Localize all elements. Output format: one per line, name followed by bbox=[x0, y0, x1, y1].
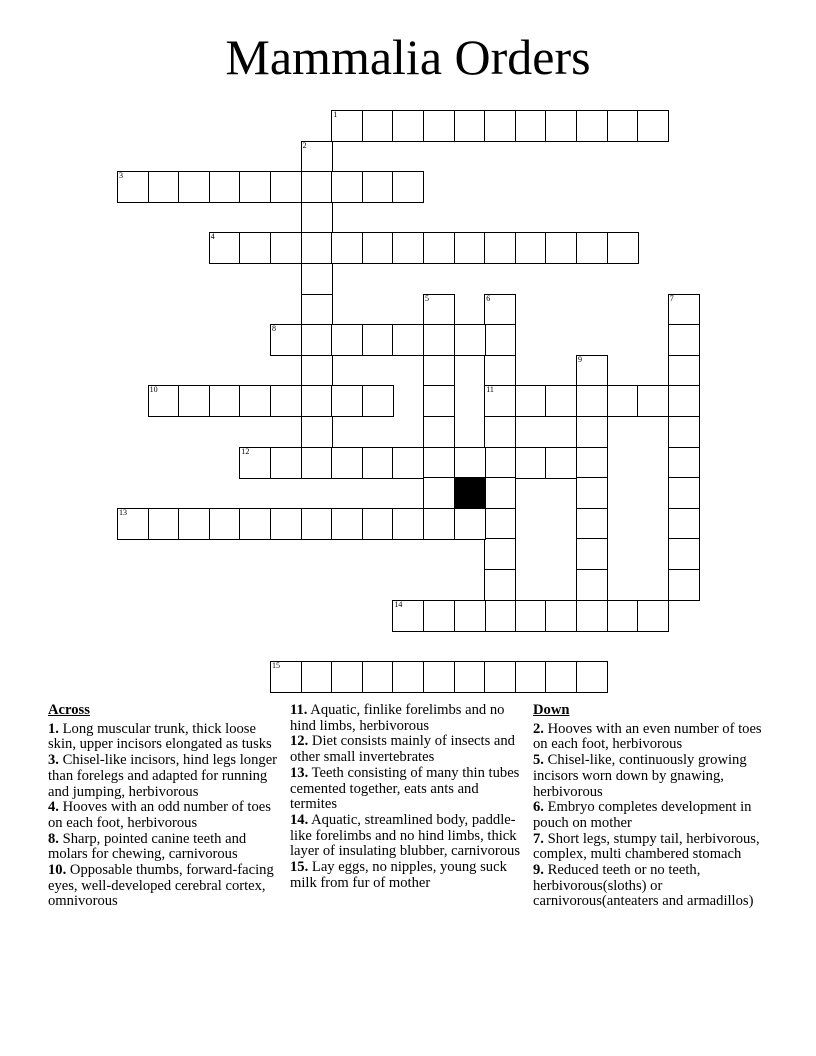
grid-cell[interactable] bbox=[484, 385, 516, 417]
grid-cell[interactable] bbox=[239, 447, 271, 479]
grid-cell[interactable] bbox=[301, 355, 333, 387]
cell-number: 4 bbox=[210, 232, 215, 242]
clue-text: Opposable thumbs, forward-facing eyes, well-developed cerebral cortex, omnivorous bbox=[48, 862, 274, 910]
grid-cell[interactable] bbox=[209, 232, 241, 264]
grid-cell[interactable] bbox=[454, 232, 486, 264]
across-heading: Across bbox=[48, 702, 90, 718]
grid-cell[interactable] bbox=[484, 538, 516, 570]
cell-number: 15 bbox=[272, 660, 280, 670]
grid-cell[interactable] bbox=[515, 385, 547, 417]
clue-number: 4. bbox=[48, 799, 59, 816]
grid-cell[interactable] bbox=[423, 661, 455, 693]
grid-cell[interactable] bbox=[331, 447, 363, 479]
grid-cell[interactable] bbox=[331, 232, 363, 264]
grid-cell[interactable] bbox=[668, 355, 700, 387]
grid-cell[interactable] bbox=[301, 324, 333, 356]
grid-cell[interactable] bbox=[392, 661, 424, 693]
clue-text: Long muscular trunk, thick loose skin, upper incisors elongated as tusks bbox=[48, 720, 272, 753]
grid-cell[interactable] bbox=[484, 508, 516, 540]
grid-cell[interactable] bbox=[668, 385, 700, 417]
grid-cell[interactable] bbox=[576, 661, 608, 693]
grid-cell[interactable] bbox=[423, 355, 455, 387]
grid-cell[interactable] bbox=[362, 385, 394, 417]
grid-cell[interactable] bbox=[209, 508, 241, 540]
grid-cell[interactable] bbox=[576, 477, 608, 509]
clue-number: 3. bbox=[48, 752, 59, 769]
grid-cell[interactable] bbox=[668, 324, 700, 356]
grid-cell[interactable] bbox=[301, 447, 333, 479]
grid-cell[interactable] bbox=[331, 110, 363, 142]
clue-number: 5. bbox=[533, 752, 544, 769]
grid-cell[interactable] bbox=[392, 171, 424, 203]
grid-cell[interactable] bbox=[515, 600, 547, 632]
cell-number: 2 bbox=[302, 140, 307, 150]
grid-cell[interactable] bbox=[148, 385, 180, 417]
grid-cell[interactable] bbox=[576, 569, 608, 601]
cell-number: 13 bbox=[119, 507, 127, 517]
across-clues-column-1 bbox=[48, 703, 284, 910]
grid-cell[interactable] bbox=[607, 110, 639, 142]
grid-cell[interactable] bbox=[484, 416, 516, 448]
grid-cell[interactable] bbox=[515, 661, 547, 693]
grid-cell[interactable] bbox=[637, 385, 669, 417]
clue-text: Chisel-like, continuously growing incisors worn down by gnawing, herbivorous bbox=[533, 752, 747, 800]
grid-cell[interactable] bbox=[301, 263, 333, 295]
grid-cell[interactable] bbox=[545, 110, 577, 142]
grid-cell[interactable] bbox=[301, 141, 333, 173]
grid-cell[interactable] bbox=[362, 171, 394, 203]
cell-number: 7 bbox=[669, 293, 674, 303]
grid-cell[interactable] bbox=[576, 538, 608, 570]
clue-text: Aquatic, streamlined body, paddle-like forelimbs and no hind limbs, thick layer of insulating blubber, carnivorous bbox=[290, 811, 521, 860]
clue-number: 1. bbox=[48, 720, 59, 737]
grid-cell[interactable] bbox=[576, 447, 608, 479]
grid-cell[interactable] bbox=[454, 661, 486, 693]
grid-cell[interactable] bbox=[270, 385, 302, 417]
grid-cell[interactable] bbox=[239, 385, 271, 417]
grid-cell[interactable] bbox=[301, 171, 333, 203]
grid-cell[interactable] bbox=[331, 385, 363, 417]
grid-cell[interactable] bbox=[239, 171, 271, 203]
grid-cell[interactable] bbox=[331, 171, 363, 203]
grid-cell[interactable] bbox=[423, 294, 455, 326]
grid-cell[interactable] bbox=[178, 385, 210, 417]
grid-cell[interactable] bbox=[545, 447, 577, 479]
grid-cell[interactable] bbox=[392, 110, 424, 142]
grid-cell[interactable] bbox=[423, 477, 455, 509]
grid-cell[interactable] bbox=[454, 324, 486, 356]
grid-cell[interactable] bbox=[331, 324, 363, 356]
grid-cell[interactable] bbox=[668, 477, 700, 509]
cell-number: 6 bbox=[486, 293, 491, 303]
clue-across-15 bbox=[290, 860, 520, 891]
grid-cell[interactable] bbox=[301, 294, 333, 326]
grid-cell[interactable] bbox=[301, 202, 333, 234]
grid-cell[interactable] bbox=[607, 600, 639, 632]
grid-cell[interactable] bbox=[423, 110, 455, 142]
grid-cell[interactable] bbox=[545, 600, 577, 632]
cell-number: 3 bbox=[119, 171, 123, 181]
puzzle-title: Mammalia Orders bbox=[225, 29, 591, 85]
clue-number: 8. bbox=[48, 830, 59, 847]
cell-number: 1 bbox=[333, 110, 338, 119]
clue-number: 12. bbox=[290, 733, 309, 750]
cell-number: 9 bbox=[578, 354, 582, 364]
grid-cell[interactable] bbox=[423, 416, 455, 448]
grid-cell[interactable] bbox=[117, 171, 149, 203]
grid-cell[interactable] bbox=[362, 110, 394, 142]
grid-cell[interactable] bbox=[576, 600, 608, 632]
grid-cell[interactable] bbox=[178, 508, 210, 540]
grid-cell[interactable] bbox=[239, 508, 271, 540]
clue-text: Embryo completes development in pouch on mother bbox=[533, 799, 752, 831]
black-cell bbox=[454, 477, 486, 509]
grid-cell[interactable] bbox=[362, 324, 394, 356]
clue-text: Hooves with an odd number of toes on each foot, herbivorous bbox=[48, 799, 271, 831]
grid-cell[interactable] bbox=[484, 110, 516, 142]
grid-cell[interactable] bbox=[545, 661, 577, 693]
clue-text: Hooves with an even number of toes on each foot, herbivorous bbox=[533, 720, 762, 753]
clue-text: Aquatic, finlike forelimbs and no hind limbs, herbivorous bbox=[290, 702, 505, 734]
grid-cell[interactable] bbox=[668, 294, 700, 326]
clue-text: Lay eggs, no nipples, young suck milk from fur of mother bbox=[290, 859, 507, 891]
grid-cell[interactable] bbox=[209, 171, 241, 203]
grid-cell[interactable] bbox=[576, 416, 608, 448]
clue-text: Reduced teeth or no teeth, herbivorous(sloths) or carnivorous(anteaters and armadillos) bbox=[533, 862, 754, 910]
grid-cell[interactable] bbox=[301, 508, 333, 540]
cell-number: 10 bbox=[149, 385, 158, 395]
grid-cell[interactable] bbox=[392, 600, 424, 632]
clue-across-3 bbox=[48, 753, 284, 800]
clue-number: 15. bbox=[290, 859, 309, 876]
clue-across-1 bbox=[48, 722, 284, 753]
grid-cell[interactable] bbox=[423, 600, 455, 632]
grid-cell[interactable] bbox=[545, 385, 577, 417]
grid-cell[interactable] bbox=[545, 232, 577, 264]
grid-cell[interactable] bbox=[392, 232, 424, 264]
down-heading: Down bbox=[533, 702, 570, 718]
clue-number: 6. bbox=[533, 799, 544, 816]
clue-across-4 bbox=[48, 800, 284, 831]
grid-cell[interactable] bbox=[637, 600, 669, 632]
grid-cell[interactable] bbox=[270, 324, 302, 356]
clue-text: Short legs, stumpy tail, herbivorous, complex, multi chambered stomach bbox=[533, 830, 760, 863]
grid-cell[interactable] bbox=[270, 171, 302, 203]
grid-cell[interactable] bbox=[484, 661, 516, 693]
grid-cell[interactable] bbox=[362, 232, 394, 264]
grid-cell[interactable] bbox=[270, 447, 302, 479]
clue-number: 14. bbox=[290, 811, 309, 828]
grid-cell[interactable] bbox=[301, 661, 333, 693]
grid-cell[interactable] bbox=[362, 661, 394, 693]
clue-across-11 bbox=[290, 703, 520, 734]
grid-cell[interactable] bbox=[668, 569, 700, 601]
grid-cell[interactable] bbox=[576, 508, 608, 540]
grid-cell[interactable] bbox=[209, 385, 241, 417]
grid-cell[interactable] bbox=[392, 508, 424, 540]
clue-text: Sharp, pointed canine teeth and molars for chewing, carnivorous bbox=[48, 830, 247, 863]
clue-number: 7. bbox=[533, 830, 544, 847]
grid-cell[interactable] bbox=[148, 508, 180, 540]
grid-cell[interactable] bbox=[270, 232, 302, 264]
grid-cell[interactable] bbox=[484, 232, 516, 264]
grid-cell[interactable] bbox=[515, 110, 547, 142]
grid-cell[interactable] bbox=[392, 324, 424, 356]
grid-cell[interactable] bbox=[484, 324, 516, 356]
grid-cell[interactable] bbox=[454, 508, 486, 540]
grid-cell[interactable] bbox=[270, 661, 302, 693]
down-clues-column bbox=[533, 703, 765, 910]
clue-down-5 bbox=[533, 753, 765, 800]
grid-cell[interactable] bbox=[270, 508, 302, 540]
grid-cell[interactable] bbox=[423, 447, 455, 479]
grid-cell[interactable] bbox=[484, 294, 516, 326]
clue-down-2 bbox=[533, 722, 765, 753]
clue-number: 10. bbox=[48, 862, 67, 879]
cell-number: 14 bbox=[394, 599, 403, 609]
grid-cell[interactable] bbox=[301, 416, 333, 448]
grid-cell[interactable] bbox=[117, 508, 149, 540]
grid-cell[interactable] bbox=[484, 569, 516, 601]
clue-across-13 bbox=[290, 766, 520, 813]
clue-across-14 bbox=[290, 813, 520, 860]
grid-cell[interactable] bbox=[515, 232, 547, 264]
grid-cell[interactable] bbox=[576, 355, 608, 387]
clue-text: Diet consists mainly of insects and other small invertebrates bbox=[290, 733, 515, 766]
grid-cell[interactable] bbox=[637, 110, 669, 142]
cell-number: 5 bbox=[425, 293, 429, 303]
grid-cell[interactable] bbox=[484, 447, 516, 479]
clue-number: 9. bbox=[533, 862, 544, 879]
grid-cell[interactable] bbox=[454, 600, 486, 632]
grid-cell[interactable] bbox=[576, 232, 608, 264]
grid-cell[interactable] bbox=[668, 508, 700, 540]
grid-cell[interactable] bbox=[423, 508, 455, 540]
clue-across-8 bbox=[48, 832, 284, 863]
grid-cell[interactable] bbox=[331, 661, 363, 693]
grid-cell[interactable] bbox=[668, 447, 700, 479]
clue-down-6 bbox=[533, 800, 765, 831]
grid-cell[interactable] bbox=[454, 447, 486, 479]
grid-cell[interactable] bbox=[576, 110, 608, 142]
grid-cell[interactable] bbox=[148, 171, 180, 203]
grid-cell[interactable] bbox=[331, 508, 363, 540]
clue-text: Chisel-like incisors, hind legs longer than forelegs and adapted for running and jumping, herbivorous bbox=[48, 752, 278, 800]
across-clues-column-2 bbox=[290, 703, 520, 891]
grid-cell[interactable] bbox=[484, 477, 516, 509]
grid-cell[interactable] bbox=[362, 508, 394, 540]
grid-cell[interactable] bbox=[515, 447, 547, 479]
cell-number: 11 bbox=[486, 385, 494, 395]
grid-cell[interactable] bbox=[454, 110, 486, 142]
grid-cell[interactable] bbox=[423, 385, 455, 417]
clue-down-9 bbox=[533, 863, 765, 910]
grid-cell[interactable] bbox=[301, 385, 333, 417]
grid-cell[interactable] bbox=[362, 447, 394, 479]
grid-cell[interactable] bbox=[576, 385, 608, 417]
grid-cell[interactable] bbox=[484, 355, 516, 387]
clue-across-10 bbox=[48, 863, 284, 910]
clue-number: 2. bbox=[533, 720, 544, 737]
grid-cell[interactable] bbox=[607, 232, 639, 264]
clue-number: 13. bbox=[290, 764, 309, 781]
grid-cell[interactable] bbox=[668, 416, 700, 448]
clue-across-12 bbox=[290, 734, 520, 765]
grid-cell[interactable] bbox=[239, 232, 271, 264]
grid-cell[interactable] bbox=[178, 171, 210, 203]
grid-cell[interactable] bbox=[423, 232, 455, 264]
clue-number: 11. bbox=[290, 702, 308, 718]
grid-cell[interactable] bbox=[392, 447, 424, 479]
grid-cell[interactable] bbox=[484, 600, 516, 632]
clue-text: Teeth consisting of many thin tubes cemented together, eats ants and termites bbox=[290, 764, 520, 813]
grid-cell[interactable] bbox=[301, 232, 333, 264]
cell-number: 8 bbox=[272, 324, 276, 334]
cell-number: 12 bbox=[241, 446, 250, 456]
clue-down-7 bbox=[533, 832, 765, 863]
grid-cell[interactable] bbox=[668, 538, 700, 570]
grid-cell[interactable] bbox=[423, 324, 455, 356]
grid-cell[interactable] bbox=[607, 385, 639, 417]
